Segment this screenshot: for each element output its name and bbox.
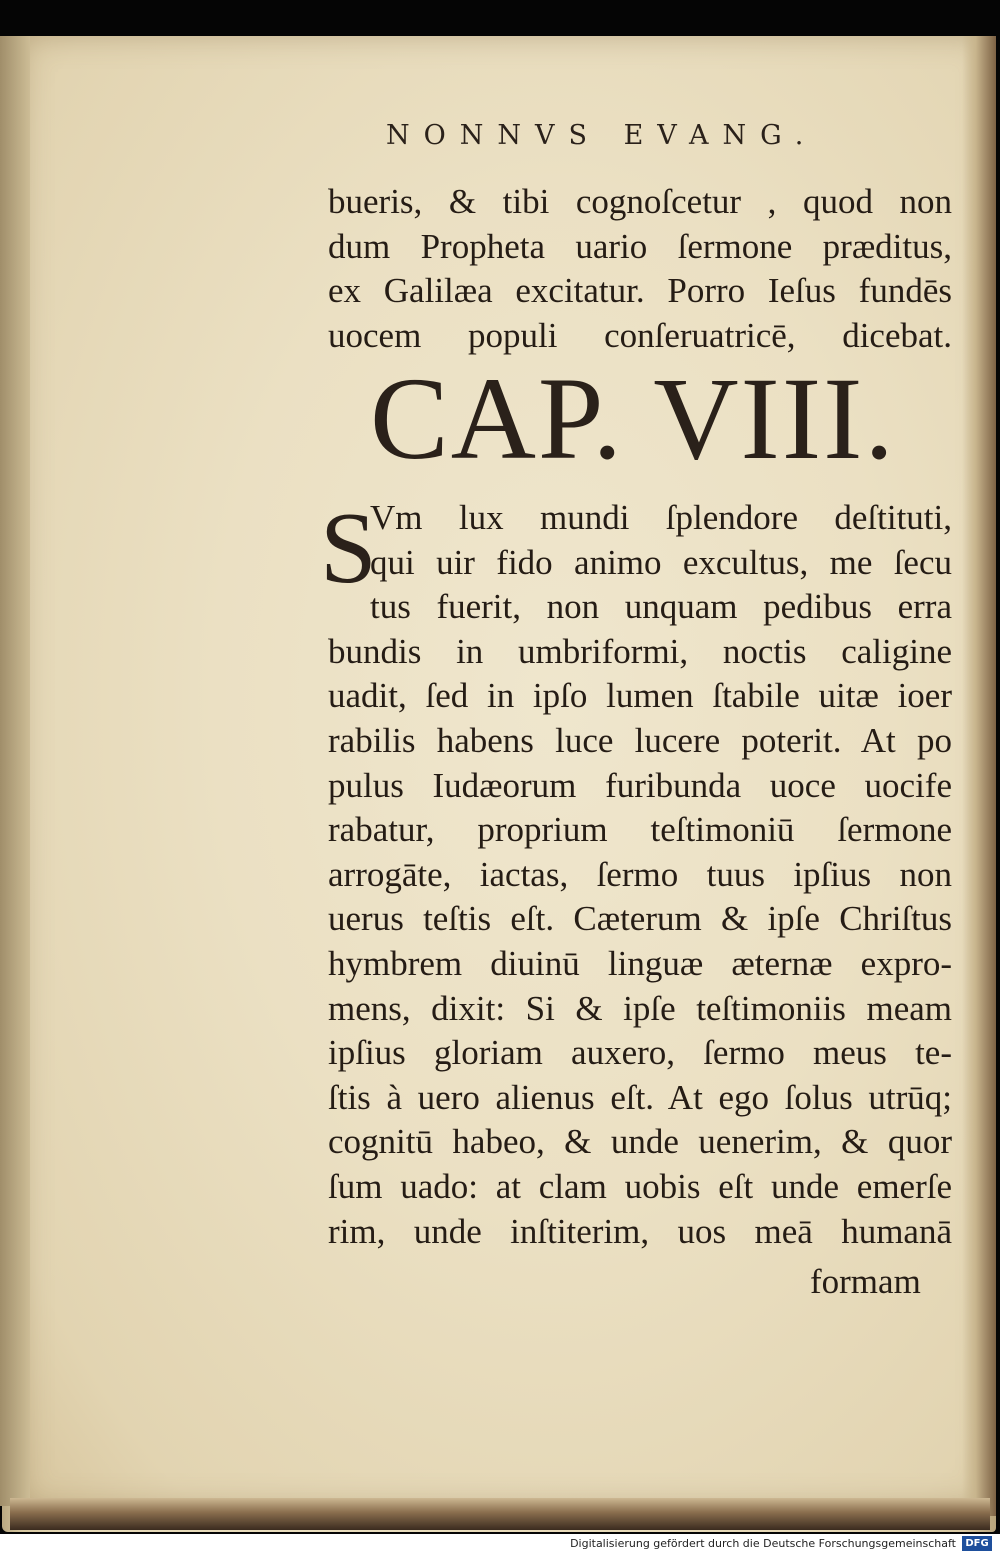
text-line: cognitū habeo, & unde uenerim, & quor (328, 1122, 952, 1162)
text-line: pulus Iudæorum furibunda uoce uocife (328, 765, 952, 805)
binding-gutter (0, 36, 30, 1506)
footer-credit: Digitalisierung gefördert durch die Deutsche Forschungsgemeinschaft (570, 1537, 956, 1550)
top-text-block (328, 180, 952, 358)
text-line: arrogāte, iactas, ſermo tuus ipſius non (328, 854, 952, 894)
text-line: rabatur, proprium teſtimoniū ſermone (328, 810, 952, 850)
dfg-logo-icon: DFG (962, 1536, 992, 1551)
text-line: bundis in umbriformi, noctis caligine (328, 631, 952, 671)
text-line: rabilis habens luce lucere poterit. At po (328, 720, 952, 760)
chapter-heading: CAP. VIII. (370, 353, 896, 484)
text-line: rim, unde inſtiterim, uos meā humanā (328, 1211, 952, 1251)
right-page-edge (962, 36, 996, 1516)
text-line: uerus teſtis eſt. Cæterum & ipſe Chriſtus (328, 899, 952, 939)
bottom-page-edge (10, 1498, 990, 1530)
text-line: uocem populi conſeruatricē, dicebat. (328, 315, 952, 355)
drop-cap: S (320, 492, 377, 605)
text-line: mens, dixit: Si & ipſe teſtimoniis meam (328, 988, 952, 1028)
catchword: formam (810, 1262, 921, 1301)
text-line: uadit, ſed in ipſo lumen ſtabile uitæ ioer (328, 676, 952, 716)
text-line: ſum uado: at clam uobis eſt unde emerſe (328, 1166, 952, 1206)
text-line: ſtis à uero alienus eſt. At ego ſolus utrūq; (328, 1077, 952, 1117)
text-line: hymbrem diuinū linguæ æternæ expro- (328, 943, 952, 983)
text-line: Vm lux mundi ſplendore deſtituti, (370, 498, 952, 537)
text-line: qui uir fido animo excultus, me ſecu (370, 542, 952, 582)
text-line: ipſius gloriam auxero, ſermo meus te- (328, 1033, 952, 1073)
text-line: ex Galilæa excitatur. Porro Ieſus fundēs (328, 271, 952, 311)
text-line: dum Propheta uario ſermone præditus, (328, 226, 952, 266)
text-line: bueris, & tibi cognoſcetur , quod non (328, 182, 952, 221)
running-head: NONNVS EVANG. (386, 120, 818, 151)
chapter-text-block (320, 492, 952, 1254)
text-line: tus fuerit, non unquam pedibus erra (370, 587, 952, 627)
